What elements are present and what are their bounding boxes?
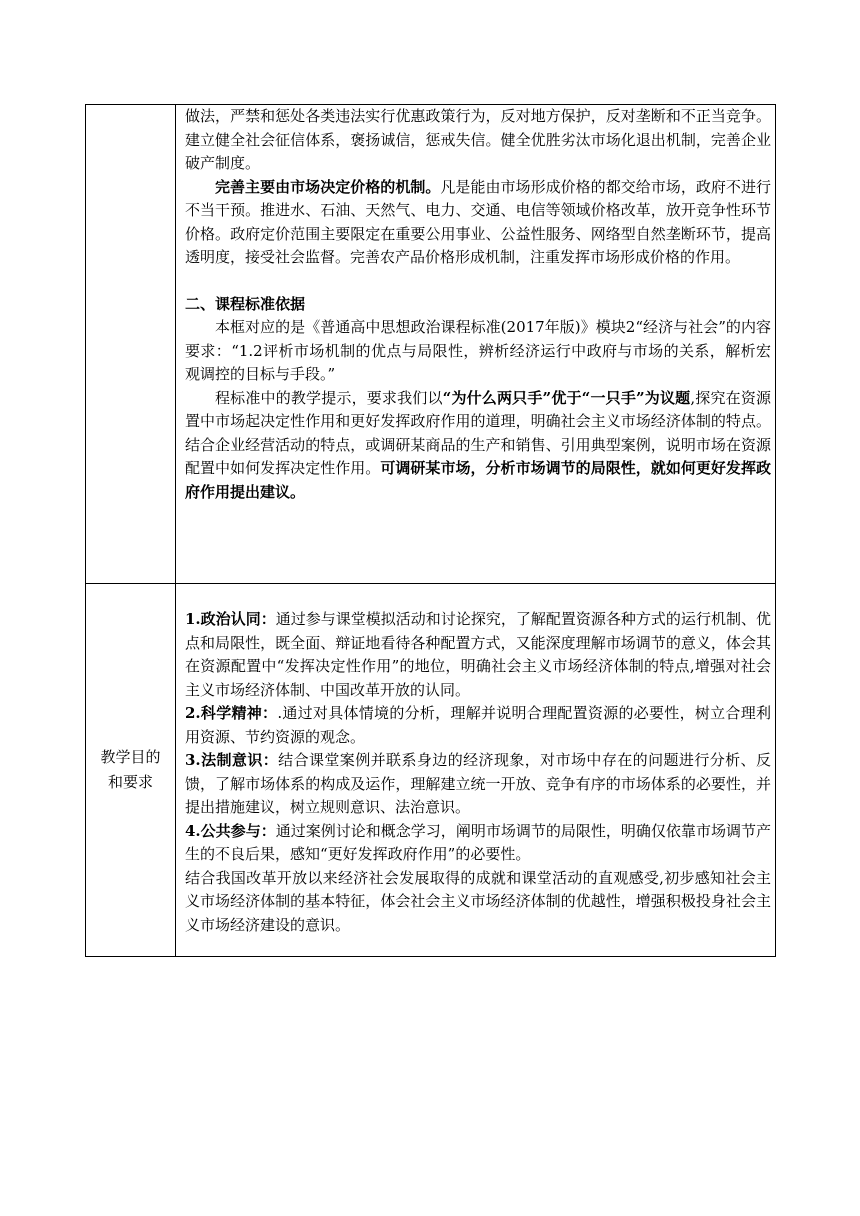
section-heading: 二、课程标准依据: [185, 294, 306, 313]
curriculum-standard-paragraph: 本框对应的是《普通高中思想政治课程标准(2017年版)》模块2“经济与社会”的内容要求：“1.2评析市场机制的优点与局限性，辨析经济运行中政府与市场的关系，解析宏观调控的目标与手段。”: [185, 318, 771, 383]
goal-item: 1.政治认同：通过参与课堂模拟活动和讨论探究，了解配置资源各种方式的运行机制、优点和局限性，既全面、辩证地看待各种配置方式，又能深度理解市场调节的意义，体会其在资源配置中“发挥决定性作用”的地位，明确社会主义市场经济体制的特点,增强对社会主义市场经济体制、中国改革开放的认同。: [185, 610, 771, 699]
teaching-tip-topic: “为什么两只手”优于“一只手”为议题: [442, 388, 691, 407]
content-cell-standards: [176, 105, 776, 584]
lesson-plan-table: [85, 104, 776, 957]
table-row: [86, 584, 776, 957]
teaching-tip-suggestion: 可调研某市场，分析市场调节的局限性，就如何更好发挥政府作用提出建议。: [185, 459, 771, 501]
goals-label-line2: 和要求: [107, 773, 153, 791]
goal-item: 4.公共参与：通过案例讨论和概念学习，阐明市场调节的局限性，明确仅依靠市场调节产生的不良后果，感知“更好发挥政府作用”的必要性。: [185, 821, 771, 863]
goals-label-line1: 教学目的: [100, 748, 161, 766]
price-mechanism-text: 凡是能由市场形成价格的都交给市场，政府不进行不当干预。推进水、石油、天然气、电力、交通、电信等领域价格改革，放开竞争性环节价格。政府定价范围主要限定在重要公用事业、公益性服务、网络型自然垄断环节，提高透明度，接受社会监督。完善农产品价格形成机制，注重发挥市场形成价格的作用。: [185, 177, 771, 266]
teaching-tip-text: ,探究在资源置中市场起决定性作用和更好发挥政府作用的道理，明确社会主义市场经济体制的特点。结合企业经营活动的特点，或调研某商品的生产和销售、引用典型案例，说明市场在资源配置中如何发挥决定性作用。: [185, 388, 771, 477]
closing-paragraph: 结合我国改革开放以来经济社会发展取得的成就和课堂活动的直观感受,初步感知社会主义市场经济体制的基本特征，体会社会主义市场经济体制的优越性，增强积极投身社会主义市场经济建设的意识。: [185, 868, 771, 934]
price-mechanism-heading: 完善主要由市场决定价格的机制。: [215, 177, 441, 196]
label-cell-goals: [86, 584, 176, 957]
goal-item: 2.科学精神：.通过对具体情境的分析，理解并说明合理配置资源的必要性，树立合理利用资源、节约资源的观念。: [185, 704, 771, 746]
teaching-tip-prefix: 程标准中的教学提示，要求我们以: [215, 388, 443, 407]
teaching-tip-paragraph: [185, 387, 771, 505]
content-cell-goals: [176, 584, 776, 957]
price-mechanism-paragraph: [185, 176, 771, 270]
label-cell-empty: [86, 105, 176, 584]
table-row: [86, 105, 776, 584]
goal-item: 3.法制意识：结合课堂案例并联系身边的经济现象，对市场中存在的问题进行分析、反馈，了解市场体系的构成及运作，理解建立统一开放、竞争有序的市场体系的必要性，并提出措施建议，树立规则意识、法治意识。: [185, 751, 771, 816]
market-rules-paragraph: 做法，严禁和惩处各类违法实行优惠政策行为，反对地方保护，反对垄断和不正当竞争。建立健全社会征信体系，褒扬诚信，惩戒失信。健全优胜劣汰市场化退出机制，完善企业破产制度。: [185, 107, 771, 172]
